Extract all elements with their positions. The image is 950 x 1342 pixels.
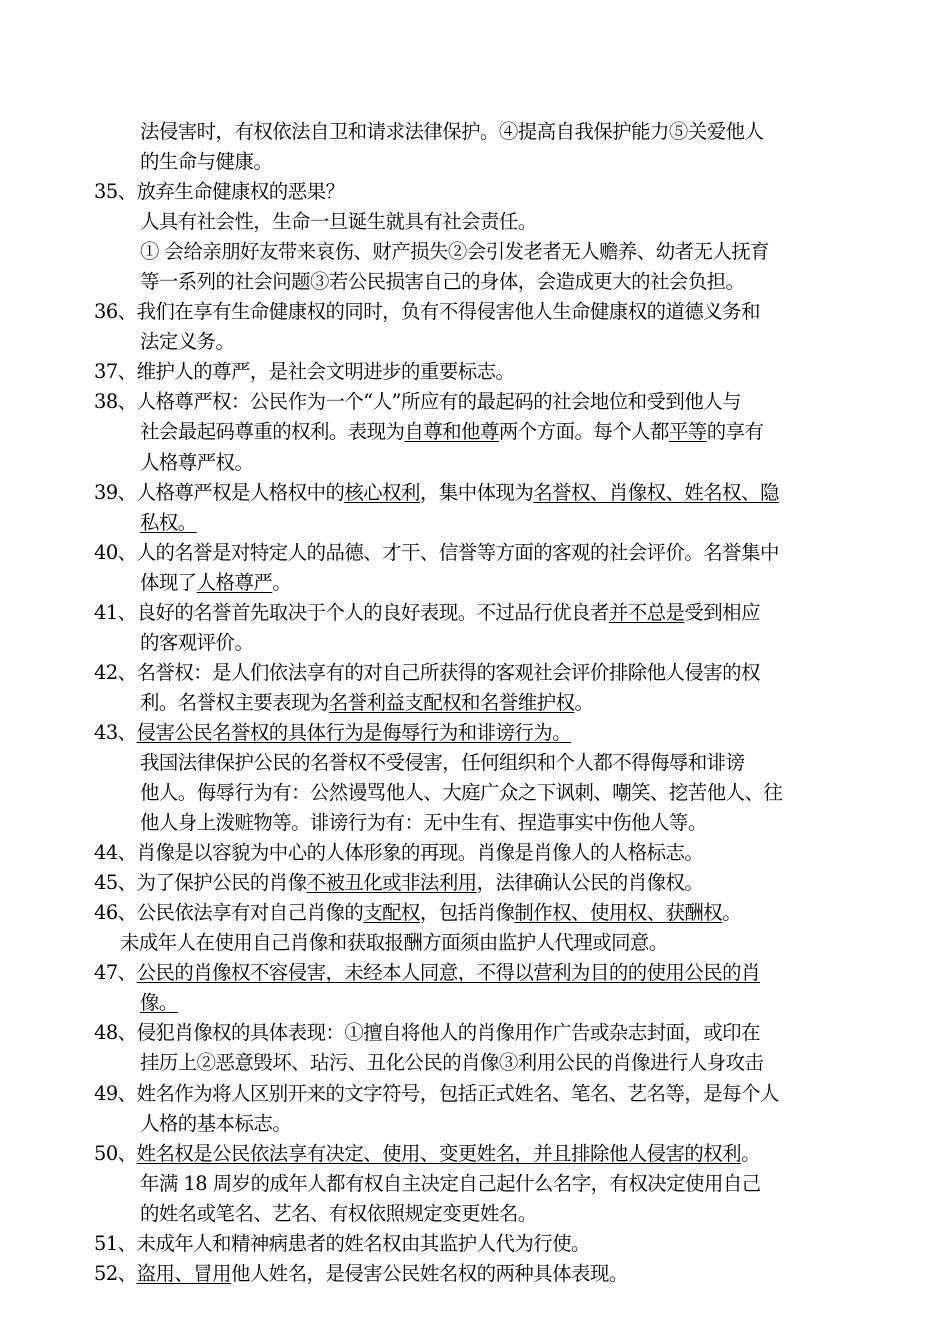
text-segment: ，包括肖像	[419, 901, 515, 925]
underlined-text: 名誉权、肖像权、姓名权、隐	[533, 480, 779, 504]
text-segment: 两个方面。每个人都	[498, 420, 669, 444]
text-line	[94, 508, 864, 538]
text-line	[94, 748, 864, 778]
text-line	[94, 1199, 864, 1229]
text-line	[94, 1109, 864, 1139]
text-segment: ① 会给亲朋好友带来哀伤、财产损失②会引发老者无人赡养、幼者无人抚育	[140, 240, 770, 264]
text-line	[94, 237, 864, 267]
underlined-text: 像。	[140, 991, 178, 1015]
text-line	[94, 988, 864, 1018]
underlined-text: 并不总是	[608, 600, 685, 624]
text-line	[94, 1139, 864, 1169]
text-segment: ，集中体现为	[419, 480, 534, 504]
text-line	[94, 1229, 864, 1259]
underlined-text: 不被丑化或非法利用	[306, 871, 477, 895]
text-line	[94, 267, 864, 297]
text-segment: 他人姓名，是侵害公民姓名权的两种具体表现。	[231, 1261, 628, 1285]
text-segment: 法定义务。	[140, 330, 235, 354]
text-segment: 43、	[94, 720, 137, 744]
text-segment: 我国法律保护公民的名誉权不受侵害，任何组织和个人都不得侮辱和诽谤	[140, 750, 745, 774]
text-segment: 50、	[94, 1141, 137, 1165]
text-segment: 38、人格尊严权：公民作为一个“人”所应有的最起码的社会地位和受到他人与	[94, 390, 741, 414]
text-segment: 人格尊严权。	[140, 450, 254, 474]
text-segment: 51、未成年人和精神病患者的姓名权由其监护人代为行使。	[94, 1231, 590, 1255]
text-line	[94, 297, 864, 327]
text-segment: 36、我们在享有生命健康权的同时，负有不得侵害他人生命健康权的道德义务和	[94, 300, 760, 324]
text-line	[94, 147, 864, 177]
text-segment: 人格的基本标志。	[140, 1111, 292, 1135]
text-line	[94, 177, 864, 207]
text-segment: 45、为了保护公民的肖像	[94, 871, 307, 895]
text-line	[94, 1169, 864, 1199]
text-segment: 体现了	[140, 570, 197, 594]
text-segment: 40、人的名誉是对特定人的品德、才干、信誉等方面的客观的社会评价。名誉集中	[94, 540, 779, 564]
underlined-text: 核心权利	[344, 480, 420, 504]
text-segment: 41、良好的名誉首先取决于个人的良好表现。不过品行优良者	[94, 600, 609, 624]
text-line	[94, 958, 864, 988]
text-segment: 年满 18 周岁的成年人都有权自主决定自己起什么名字，有权决定使用自己	[140, 1171, 761, 1195]
text-segment: 未成年人在使用自己肖像和获取报酬方面须由监护人代理或同意。	[120, 931, 668, 955]
text-line	[94, 598, 864, 628]
text-line	[94, 357, 864, 387]
text-segment: 44、肖像是以容貌为中心的人体形象的再现。肖像是肖像人的人格标志。	[94, 841, 704, 865]
text-line	[94, 448, 864, 478]
underlined-text: 私权。	[140, 510, 197, 534]
text-line	[94, 417, 864, 447]
text-segment: 。	[741, 1141, 760, 1165]
text-line	[94, 117, 864, 147]
text-segment: 挂历上②恶意毁坏、玷污、丑化公民的肖像③利用公民的肖像进行人身攻击	[140, 1051, 764, 1075]
text-line	[94, 928, 864, 958]
text-line	[94, 207, 864, 237]
text-segment: 利。名誉权主要表现为	[140, 690, 329, 714]
text-segment: 他人。侮辱行为有：公然谩骂他人、大庭广众之下讽刺、嘲笑、挖苦他人、往	[140, 781, 783, 805]
underlined-text: 姓名权是公民依法享有决定、使用、变更姓名，并且排除他人侵害的权利	[136, 1141, 742, 1165]
underlined-text: 制作权、使用权、获酬权	[514, 901, 723, 925]
text-segment: 等一系列的社会问题③若公民损害自己的身体，会造成更大的社会负担。	[140, 270, 745, 294]
text-line	[94, 658, 864, 688]
text-segment: 的生命与健康。	[140, 150, 273, 174]
underlined-text: 公民的肖像权不容侵害，未经本人同意，不得以营利为目的的使用公民的肖	[136, 961, 760, 985]
underlined-text: 支配权	[363, 901, 420, 925]
text-segment: 的客观评价。	[140, 630, 254, 654]
text-segment: 。	[574, 690, 594, 714]
text-line	[94, 718, 864, 748]
text-segment: 受到相应	[684, 600, 760, 624]
underlined-text: 盗用、冒用	[136, 1261, 232, 1285]
text-segment: 的姓名或笔名、艺名、有权依照规定变更姓名。	[140, 1201, 537, 1225]
text-line	[94, 1048, 864, 1078]
text-line	[94, 1259, 864, 1289]
text-line	[94, 628, 864, 658]
text-segment: 49、姓名作为将人区别开来的文字符号，包括正式姓名、笔名、艺名等，是每个人	[94, 1081, 779, 1105]
underlined-text: 自尊和他尊	[404, 420, 499, 444]
text-segment: 37、维护人的尊严，是社会文明进步的重要标志。	[94, 360, 515, 384]
text-line	[94, 478, 864, 508]
text-line	[94, 1079, 864, 1109]
text-segment: 47、	[94, 961, 137, 985]
text-segment: 。	[722, 901, 742, 925]
text-segment: 他人身上泼赃物等。诽谤行为有：无中生有、捏造事实中伤他人等。	[140, 811, 707, 835]
text-segment: 。	[272, 570, 292, 594]
text-segment: 的享有	[706, 420, 764, 444]
text-segment: 法侵害时，有权依法自卫和请求法律保护。④提高自我保护能力⑤关爱他人	[140, 120, 764, 143]
text-line	[94, 808, 864, 838]
text-segment: 52、	[94, 1261, 137, 1285]
text-line	[94, 838, 864, 868]
underlined-text: 名誉利益支配权和名誉维护权	[328, 690, 575, 714]
text-segment: 42、名誉权：是人们依法享有的对自己所获得的客观社会评价排除他人侵害的权	[94, 660, 760, 684]
text-segment: 人具有社会性，生命一旦诞生就具有社会责任。	[140, 210, 537, 234]
document-body	[94, 117, 864, 1289]
text-line	[94, 538, 864, 568]
underlined-text: 侵害公民名誉权的具体行为是侮辱行为和诽谤行为。	[136, 720, 572, 744]
text-segment: 39、人格尊严权是人格权中的	[94, 480, 345, 504]
text-segment: 社会最起码尊重的权利。表现为	[140, 420, 405, 444]
text-line	[94, 868, 864, 898]
text-line	[94, 387, 864, 417]
text-segment: 35、放弃生命健康权的恶果？	[94, 180, 345, 204]
underlined-text: 人格尊严	[196, 570, 273, 594]
text-line	[94, 778, 864, 808]
text-segment: ，法律确认公民的肖像权。	[476, 871, 704, 895]
text-segment: 46、公民依法享有对自己肖像的	[94, 901, 364, 925]
underlined-text: 平等	[668, 420, 707, 444]
text-line	[94, 327, 864, 357]
text-line	[94, 688, 864, 718]
text-line	[94, 898, 864, 928]
text-line	[94, 568, 864, 598]
text-segment: 48、侵犯肖像权的具体表现：①擅自将他人的肖像用作广告或杂志封面，或印在	[94, 1021, 760, 1045]
text-line	[94, 1018, 864, 1048]
